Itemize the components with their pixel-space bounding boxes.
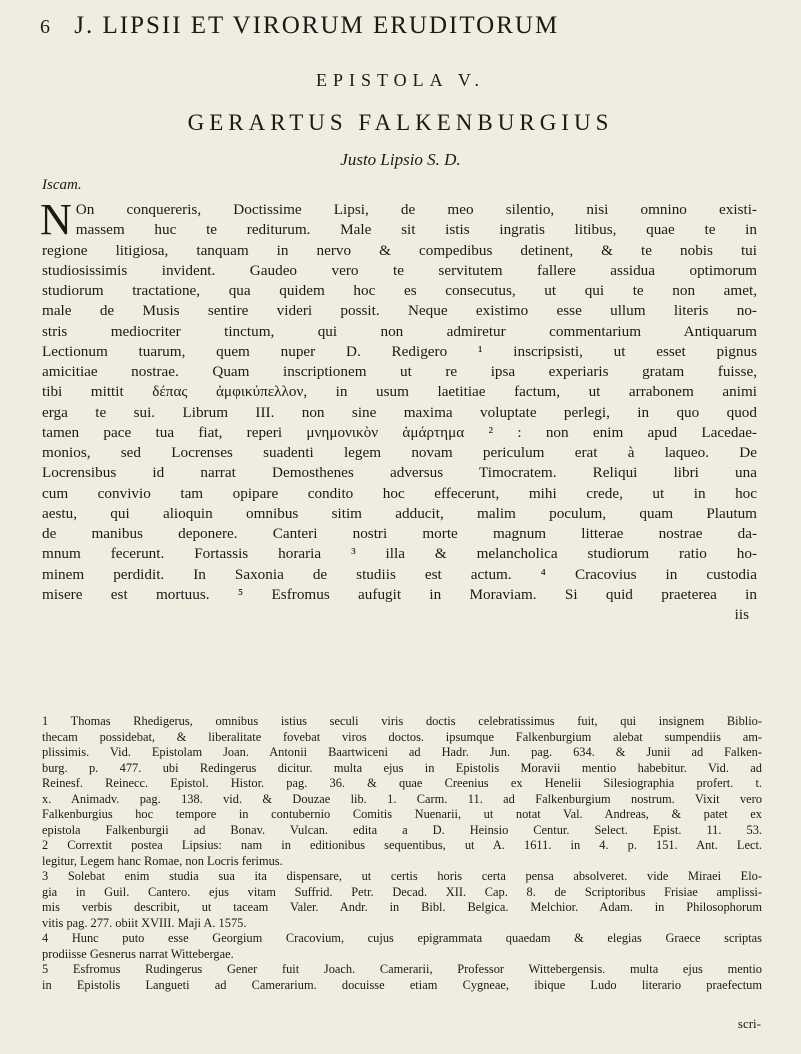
- body-line: amicitiae nostrae. Quam inscriptionem ut re ipsa experiaris gratam fuisse,: [42, 363, 757, 380]
- footnote-line: 5 Esfromus Rudingerus Gener fuit Joach. Camerarii, Professor Wittebergensis. multa ejus mentio: [42, 962, 762, 976]
- body-line: minem perdidit. In Saxonia de studiis est actum. ⁴ Cracovius in custodia: [42, 565, 757, 583]
- footnote-line: plissimis. Vid. Epistolam Joan. Antonii Baartwiceni ad Hadr. Jun. pag. 634. & Junii ad Falken-: [42, 745, 762, 759]
- body-line: stris mediocriter tinctum, qui non admiretur commentarium Antiquarum: [42, 322, 757, 340]
- body-line: male de Musis sentire videri possit. Neque existimo esse ullum literis no-: [42, 302, 757, 320]
- footnote-line: Reinesf. Reinecc. Epistol. Histor. pag. 36. & quae Creenius ex Henelii Silesiographia profert. t.: [42, 776, 762, 790]
- body-line: misere est mortuus. ⁵ Esfromus aufugit in Moraviam. Si quid praeterea in: [42, 585, 757, 603]
- body-line: monios, sed Locrenses suadenti legem novam periculum erat à laqueo. De: [42, 444, 757, 461]
- catchword: scri-: [737, 1016, 761, 1031]
- body-line: tibi mittit δέπας ἀμφικύπελλον, in usum laetitiae factum, ut arrabonem animi: [42, 383, 757, 401]
- running-title: J. LIPSII ET VIRORUM ERUDITORUM: [74, 12, 560, 39]
- body-line: studiosissimis invident. Gaudeo vero te servitutem fallere assidua optimorum: [42, 261, 757, 279]
- letter-lines: [40, 195, 757, 605]
- footnotes: [42, 714, 762, 993]
- body-line: cum convivio tam opipare condito hoc effecerunt, mihi crede, ut in hoc: [42, 484, 757, 502]
- footnote-line: in Epistolis Langueti ad Camerarium. docuisse etiam Cygneae, ibique Ludo literario praefectum: [42, 977, 762, 992]
- footnote-line: burg. p. 477. ubi Redingerus dicitur. multa ejus in Epistolis Moravii mentio habebitur. Vid. ad: [42, 760, 762, 775]
- body-line: de manibus deponere. Canteri nostri morte magnum litterae nostrae da-: [42, 525, 757, 542]
- body-line: Lectionum tuarum, quem nuper D. Redigero ¹ inscripsisti, ut esset pignus: [42, 342, 757, 360]
- footnote-line: thecam possidebat, & liberalitate fovebat viros doctos. ipsumque Falkenburgium alebat sumpendiis am-: [42, 729, 762, 744]
- body-line: studiorum tractatione, qua quidem hoc es consecutus, ut qui te non amet,: [42, 282, 757, 299]
- drop-cap: N: [40, 195, 72, 244]
- body-line: tamen pace tua fiat, reperi μνημονικὸν ἁμάρτημα ² : non enim apud Lacedae-: [42, 423, 757, 441]
- body-line: aestu, qui alioquin omnibus sitim adducit, malim poculum, quam Plautum: [42, 504, 757, 522]
- body-line: mnum fecerunt. Fortassis horaria ³ illa & melancholica studiorum ratio ho-: [42, 545, 757, 563]
- running-head: [40, 12, 770, 40]
- letter-addressee: Justo Lipsio S. D.: [340, 150, 461, 169]
- footnote-line: 4 Hunc puto esse Georgium Cracovium, cujus epigrammata quaedam & elegias Graece scriptas: [42, 931, 762, 945]
- footnote-line: prodiisse Gesnerus narrat Wittebergae.: [42, 946, 234, 961]
- footnote-line: gia in Guil. Cantero. ejus vitam Suffrid. Petr. Decad. XII. Cap. 8. de Scriptoribus Frisiae amplissi-: [42, 884, 762, 899]
- body-line: erga te sui. Librum III. non sine maxima voluptate perlegi, in quo quod: [42, 403, 757, 421]
- body-line: regione litigiosa, tanquam in nervo & compedibus detinent, & te nobis tui: [42, 241, 757, 259]
- page-number: 6: [40, 16, 52, 38]
- body-line: Locrensibus id narrat Demosthenes adversus Timocratem. Reliqui libri una: [42, 464, 757, 482]
- letter-author: GERARTUS FALKENBURGIUS: [187, 110, 614, 135]
- last-word: iis: [734, 606, 749, 623]
- footnote-line: x. Animadv. pag. 138. vid. & Douzae lib. 1. Carm. 11. ad Falkenburgium nostrum. Vixit vero: [42, 791, 762, 806]
- footnote-line: 3 Solebat enim studia sua ita dispensare, ut certis horis certa pensa absolveret. vide Miraei Elo-: [42, 869, 762, 883]
- footnote-line: epistola Falkenburgii ad Bonav. Vulcan. edita a D. Heinsio Centur. Select. Epist. 11. 53.: [42, 822, 762, 837]
- footnote-line: 1 Thomas Rhedigerus, omnibus istius seculi viris doctis celebratissimus fuit, qui insignem Biblio-: [42, 714, 762, 728]
- epistola-heading: EPISTOLA V.: [315, 70, 486, 90]
- footnote-lines: [42, 714, 762, 993]
- body-line: On conquereris, Doctissime Lipsi, de meo silentio, nisi omnino existi-: [75, 201, 757, 218]
- footnote-line: Falkenburgius hoc tempore in contubernio Comitis Nuenarii, ut notat Val. Andreas, & patet ex: [42, 807, 762, 821]
- footnote-line: vitis pag. 277. obiit XVIII. Maji A. 1575.: [42, 915, 247, 930]
- footnote-line: 2 Corrextit postea Lipsius: nam in editionibus sequentibus, ut A. 1611. in 4. p. 151. Ant. Lect.: [42, 838, 762, 852]
- letter-place: Iscam.: [42, 177, 82, 193]
- body-line: massem huc te rediturum. Male sit istis ingratis litibus, quae te in: [75, 221, 757, 239]
- footnote-line: mis verbis describit, ut taceam Valer. Andr. in Bibl. Belgica. Melchior. Adam. in Philosophorum: [42, 900, 762, 914]
- footnote-line: legitur, Legem hanc Romae, non Locris ferimus.: [42, 853, 283, 868]
- letter-body: [40, 195, 757, 625]
